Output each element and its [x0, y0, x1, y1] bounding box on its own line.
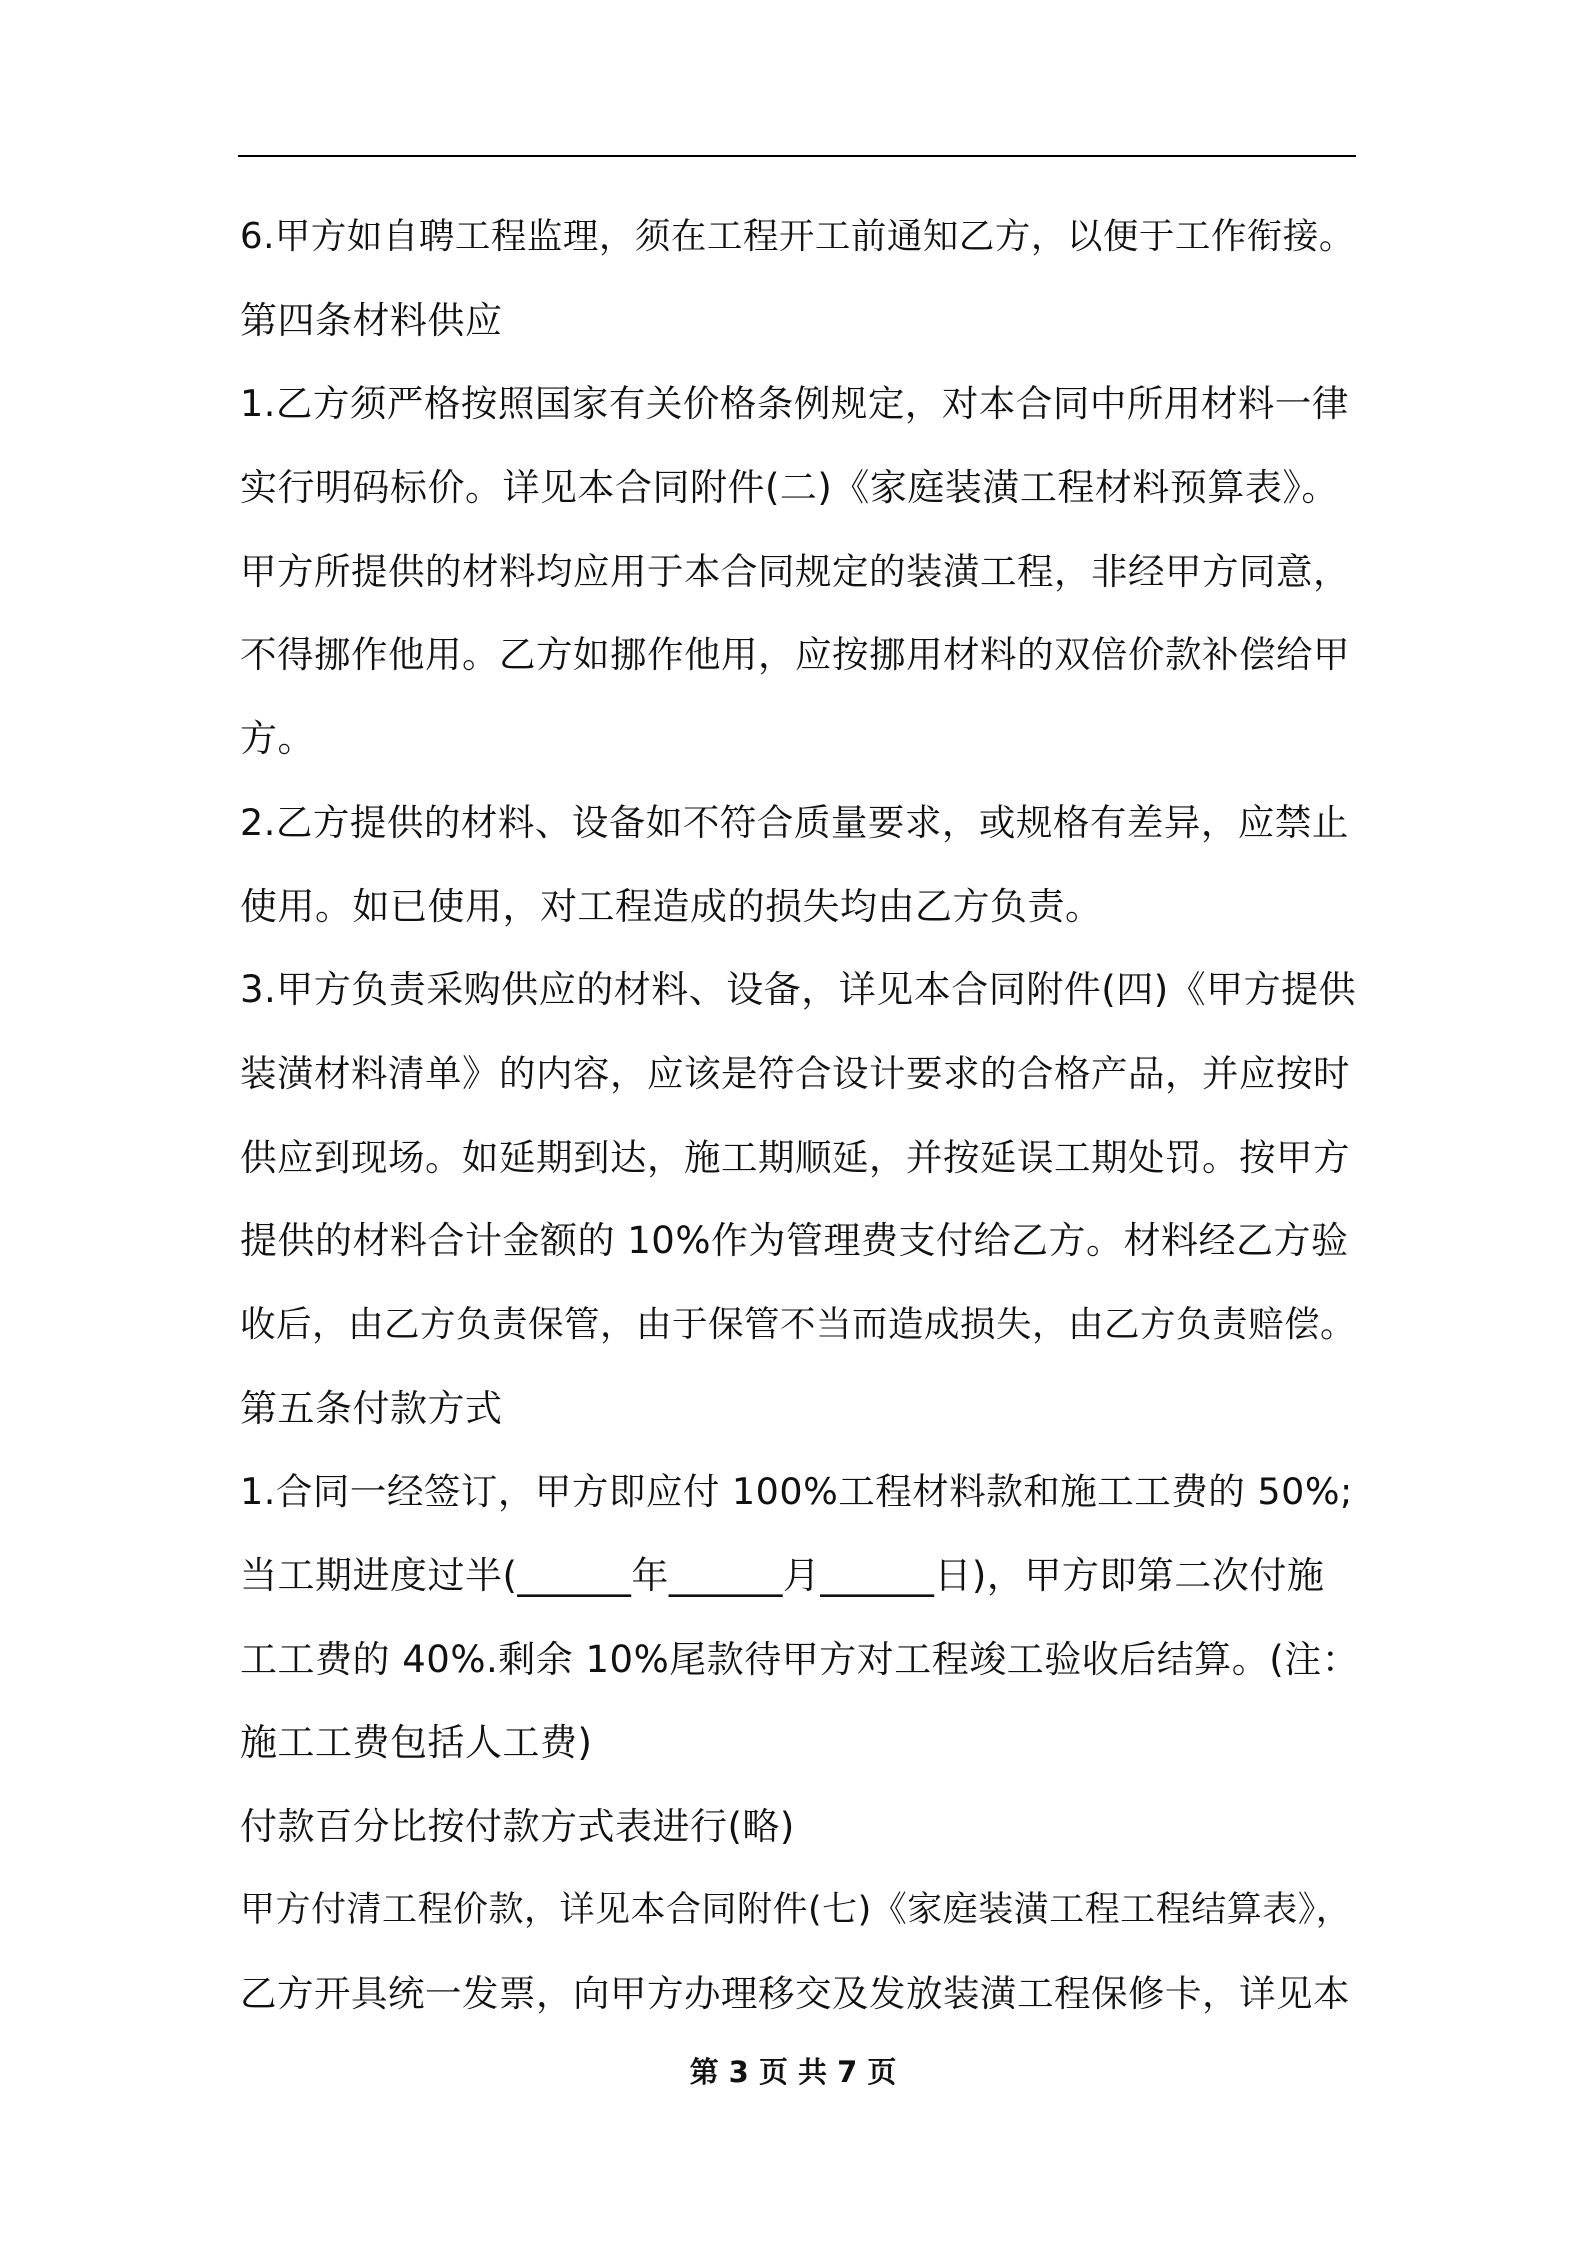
text-line: 乙方开具统一发票，向甲方办理移交及发放装潢工程保修卡，详见本 — [240, 1972, 1350, 2016]
text-line: 3.甲方负责采购供应的材料、设备，详见本合同附件(四)《甲方提供 — [240, 968, 1357, 1012]
text-line: 甲方所提供的材料均应用于本合同规定的装潢工程，非经甲方同意， — [240, 549, 1350, 593]
text-line: 收后，由乙方负责保管，由于保管不当而造成损失，由乙方负责赔偿。 — [240, 1303, 1357, 1345]
section-heading: 第五条付款方式 — [240, 1386, 503, 1430]
document-body — [240, 195, 1360, 2036]
page-number: 第 3 页 共 7 页 — [689, 2055, 897, 2089]
header-rule — [238, 155, 1356, 157]
text-line: 付款百分比按付款方式表进行(略) — [240, 1805, 795, 1849]
text-line: 施工工费包括人工费) — [240, 1721, 593, 1765]
text-line: 供应到现场。如延期到达，施工期顺延，并按延误工期处罚。按甲方 — [240, 1135, 1350, 1179]
text-line: 装潢材料清单》的内容，应该是符合设计要求的合格产品，并应按时 — [240, 1051, 1350, 1095]
text-line: 工工费的 40%.剩余 10%尾款待甲方对工程竣工验收后结算。(注： — [240, 1637, 1360, 1681]
text-line: 6.甲方如自聘工程监理，须在工程开工前通知乙方，以便于工作衔接。 — [240, 216, 1355, 257]
section-heading: 第四条材料供应 — [240, 298, 503, 342]
text-line: 1.合同一经签订，甲方即应付 100%工程材料款和施工工费的 50%; — [240, 1470, 1353, 1514]
text-line: 1.乙方须严格按照国家有关价格条例规定，对本合同中所用材料一律 — [240, 382, 1349, 426]
text-line: 2.乙方提供的材料、设备如不符合质量要求，或规格有差异，应禁止 — [240, 800, 1349, 844]
text-line: 实行明码标价。详见本合同附件(二)《家庭装潢工程材料预算表》。 — [240, 466, 1339, 510]
text-line: 当工期进度过半(______年______月______日)，甲方即第二次付施 — [240, 1554, 1325, 1597]
text-line: 使用。如已使用，对工程造成的损失均由乙方负责。 — [240, 884, 1103, 928]
text-line: 提供的材料合计金额的 10%作为管理费支付给乙方。材料经乙方验 — [240, 1219, 1349, 1263]
text-line: 不得挪作他用。乙方如挪作他用，应按挪用材料的双倍价款补偿给甲 — [240, 633, 1350, 677]
text-line: 甲方付清工程价款，详见本合同附件(七)《家庭装潢工程工程结算表》， — [240, 1889, 1352, 1930]
text-line: 方。 — [240, 717, 315, 761]
